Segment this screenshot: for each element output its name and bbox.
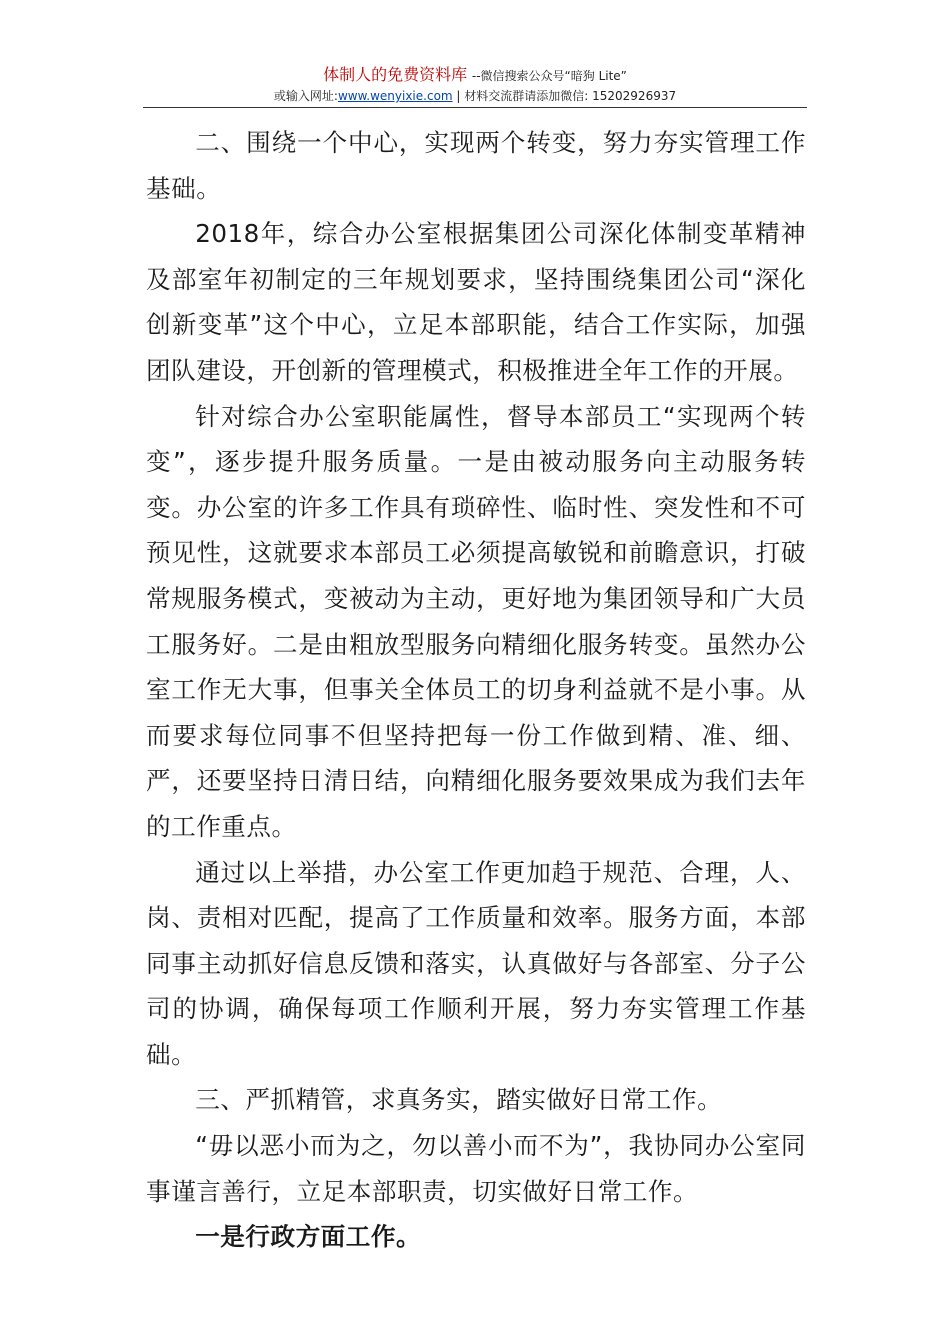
body-paragraph: 针对综合办公室职能属性，督导本部员工“实现两个转变”，逐步提升服务质量。一是由被动服务向主动服务转变。办公室的许多工作具有琐碎性、临时性、突发性和不可预见性，这就要求本部员工必须提高敏锐和前瞻意识，打破常规服务模式，变被动为主动，更好地为集团领导和广大员工服务好。二是由粗放型服务向精细化服务转变。虽然办公室工作无大事，但事关全体员工的切身利益就不是小事。从而要求每位同事不但坚持把每一份工作做到精、准、细、严，还要坚持日清日结，向精细化服务要效果成为我们去年的工作重点。: [146, 401, 806, 841]
section-heading-2: 二、围绕一个中心，实现两个转变，努力夯实管理工作基础。: [146, 128, 806, 203]
subheading-admin-work: 一是行政方面工作。: [195, 1222, 422, 1252]
body-paragraph: “毋以恶小而为之，勿以善小而不为”，我协同办公室同事谨言善行，立足本部职责，切实做好日常工作。: [146, 1131, 806, 1206]
page-header: [143, 64, 807, 105]
header-brand: 体制人的免费资料库: [323, 65, 468, 84]
header-slogan: --微信搜索公众号“暗狗 Lite”: [471, 69, 627, 83]
section-heading-3: 三、严抓精管，求真务实，踏实做好日常工作。: [195, 1085, 723, 1115]
header-contact: | 材料交流群请添加微信: 15202926937: [452, 89, 677, 103]
document-body: [146, 120, 806, 1260]
header-url-label: 或输入网址:: [273, 89, 338, 103]
header-divider: [143, 107, 807, 108]
header-website-link[interactable]: www.wenyixie.com: [337, 89, 453, 103]
header-contact-line: [143, 87, 807, 105]
body-paragraph: 通过以上举措，办公室工作更加趋于规范、合理，人、岗、责相对匹配，提高了工作质量和效率。服务方面，本部同事主动抓好信息反馈和落实，认真做好与各部室、分子公司的协调，确保每项工作顺利开展，努力夯实管理工作基础。: [146, 857, 806, 1069]
header-title-line: [143, 64, 807, 87]
body-paragraph: 2018年，综合办公室根据集团公司深化体制变革精神及部室年初制定的三年规划要求，坚持围绕集团公司“深化创新变革”这个中心，立足本部职能，结合工作实际，加强团队建设，开创新的管理模式，积极推进全年工作的开展。: [146, 219, 806, 385]
